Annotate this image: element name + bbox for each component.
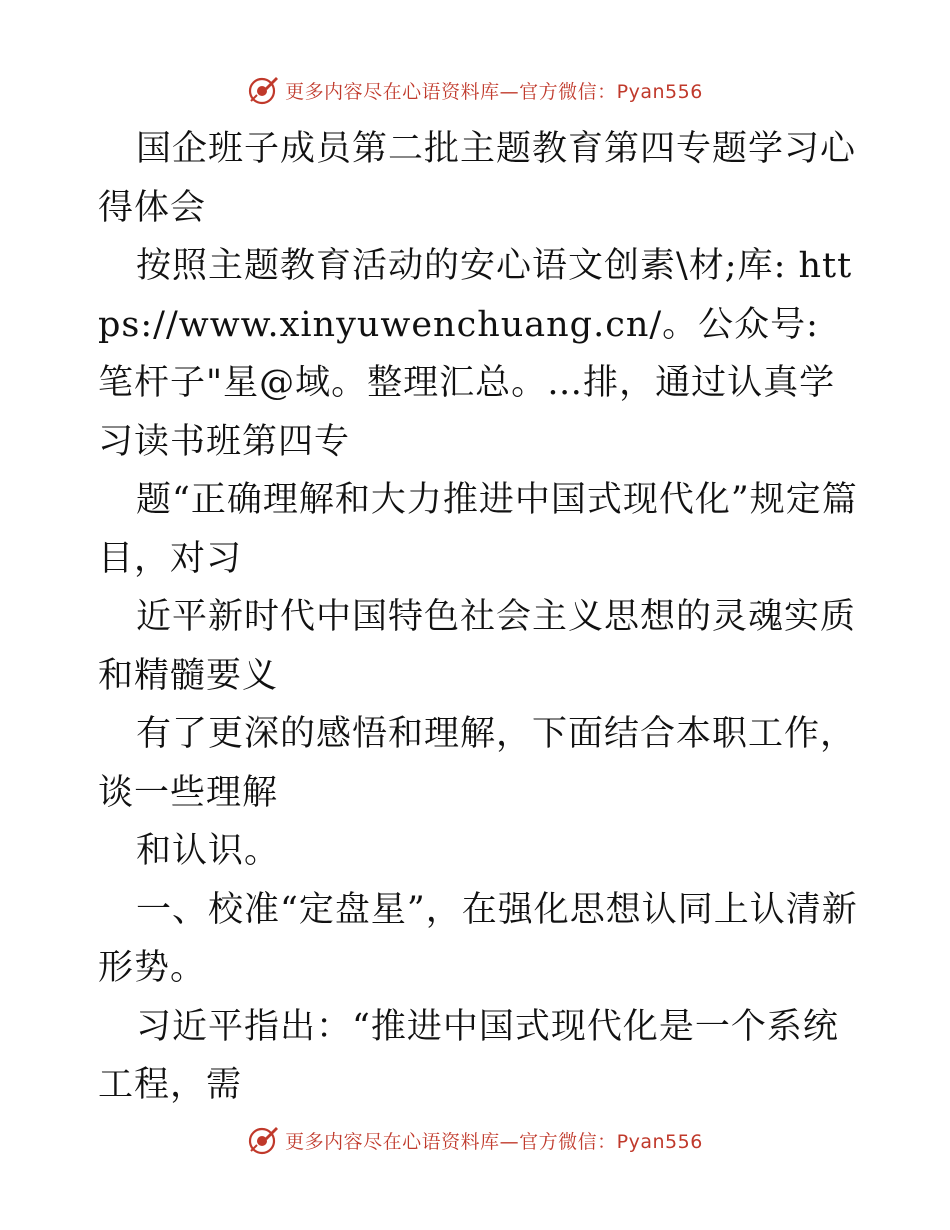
footer-watermark-text: 更多内容尽在心语资料库—官方微信：Pyan556 bbox=[285, 1130, 703, 1153]
header-watermark-text: 更多内容尽在心语资料库—官方微信：Pyan556 bbox=[285, 80, 703, 103]
footer-watermark bbox=[0, 1120, 950, 1160]
document-body bbox=[98, 120, 858, 1115]
paragraph: 近平新时代中国特色社会主义思想的灵魂实质和精髓要义 bbox=[98, 597, 857, 696]
paragraph: 有了更深的感悟和理解，下面结合本职工作，谈一些理解 bbox=[98, 714, 857, 813]
pen-circle-logo-icon bbox=[247, 1124, 279, 1156]
document-title: 国企班子成员第二批主题教育第四专题学习心得体会 bbox=[98, 129, 857, 228]
pen-circle-logo-icon bbox=[247, 74, 279, 106]
paragraph: 习近平指出：“推进中国式现代化是一个系统工程，需 bbox=[98, 1006, 839, 1105]
paragraph: 和认识。 bbox=[136, 831, 281, 871]
paragraph: 按照主题教育活动的安心语文创素\材;库: https://www.xinyuwenchuang.cn/。公众号: 笔杆子"星@域。整理汇总。…排，通过认真学习读书班第四专 bbox=[98, 246, 853, 462]
section-heading: 一、校准“定盘星”，在强化思想认同上认清新形势。 bbox=[98, 889, 858, 988]
header-watermark bbox=[0, 70, 950, 110]
paragraph: 题“正确理解和大力推进中国式现代化”规定篇目，对习 bbox=[98, 480, 858, 579]
